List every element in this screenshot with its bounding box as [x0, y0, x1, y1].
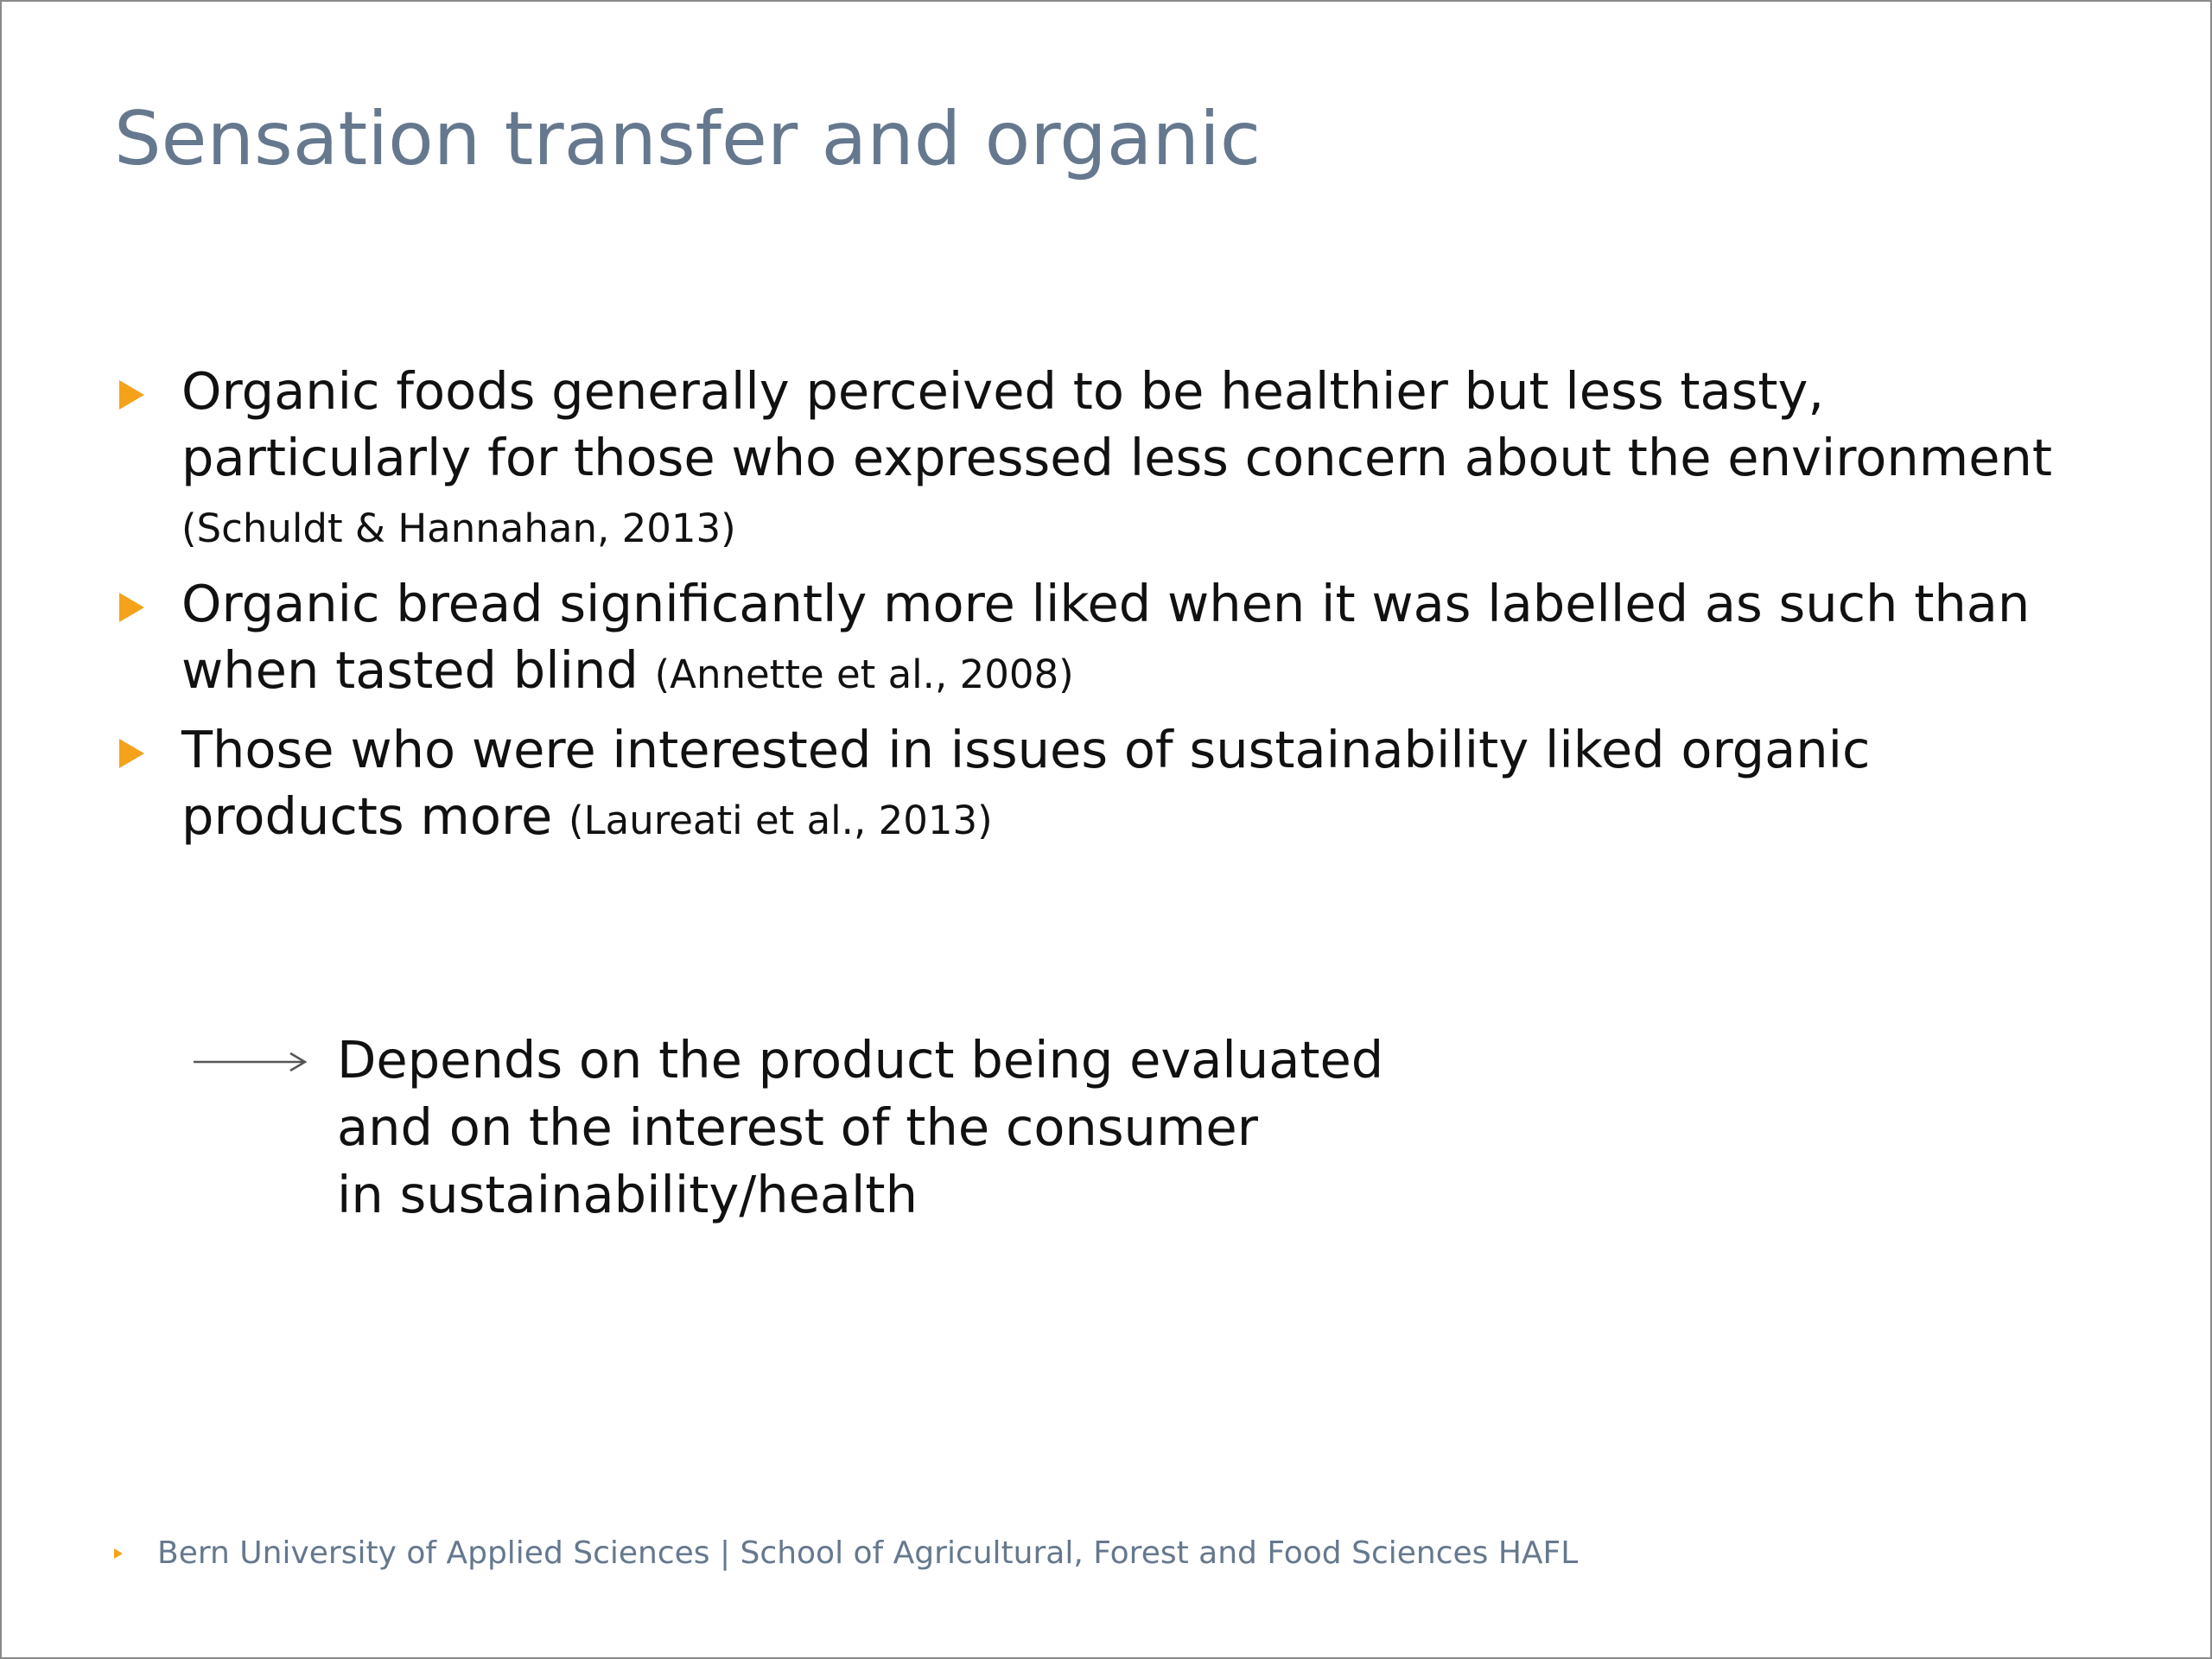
slide-title: Sensation transfer and organic — [114, 96, 1262, 182]
footer-text: Bern University of Applied Sciences | School of Agricultural, Forest and Food Sciences HAFL — [157, 1535, 1579, 1571]
bullet-list — [114, 358, 2101, 862]
footer-bullet-icon — [114, 1548, 123, 1559]
bullet-citation: (Annette et al., 2008) — [654, 652, 1074, 697]
conclusion-text — [337, 1027, 1383, 1229]
bullet-text: Organic foods generally perceived to be healthier but less tasty, particularly for those who expressed less concern about the environment — [181, 361, 2053, 487]
bullet-item — [114, 358, 2101, 562]
bullet-citation: (Schuldt & Hannahan, 2013) — [181, 505, 736, 551]
bullet-item — [114, 570, 2101, 708]
orange-triangle-bullet-icon — [119, 739, 144, 768]
conclusion-line: in sustainability/health — [337, 1165, 918, 1224]
bullet-citation: (Laureati et al., 2013) — [569, 798, 993, 843]
bullet-item — [114, 716, 2101, 854]
conclusion-line: and on the interest of the consumer — [337, 1097, 1258, 1157]
orange-triangle-bullet-icon — [119, 593, 144, 622]
conclusion-line: Depends on the product being evaluated — [337, 1030, 1384, 1090]
right-arrow-icon — [194, 1051, 308, 1073]
bullet-text: Organic bread significantly more liked when it was labelled as such than when tasted blind — [181, 574, 2031, 700]
orange-triangle-bullet-icon — [119, 380, 144, 410]
bullet-text: Those who were interested in issues of sustainability liked organic products more — [181, 720, 1871, 846]
